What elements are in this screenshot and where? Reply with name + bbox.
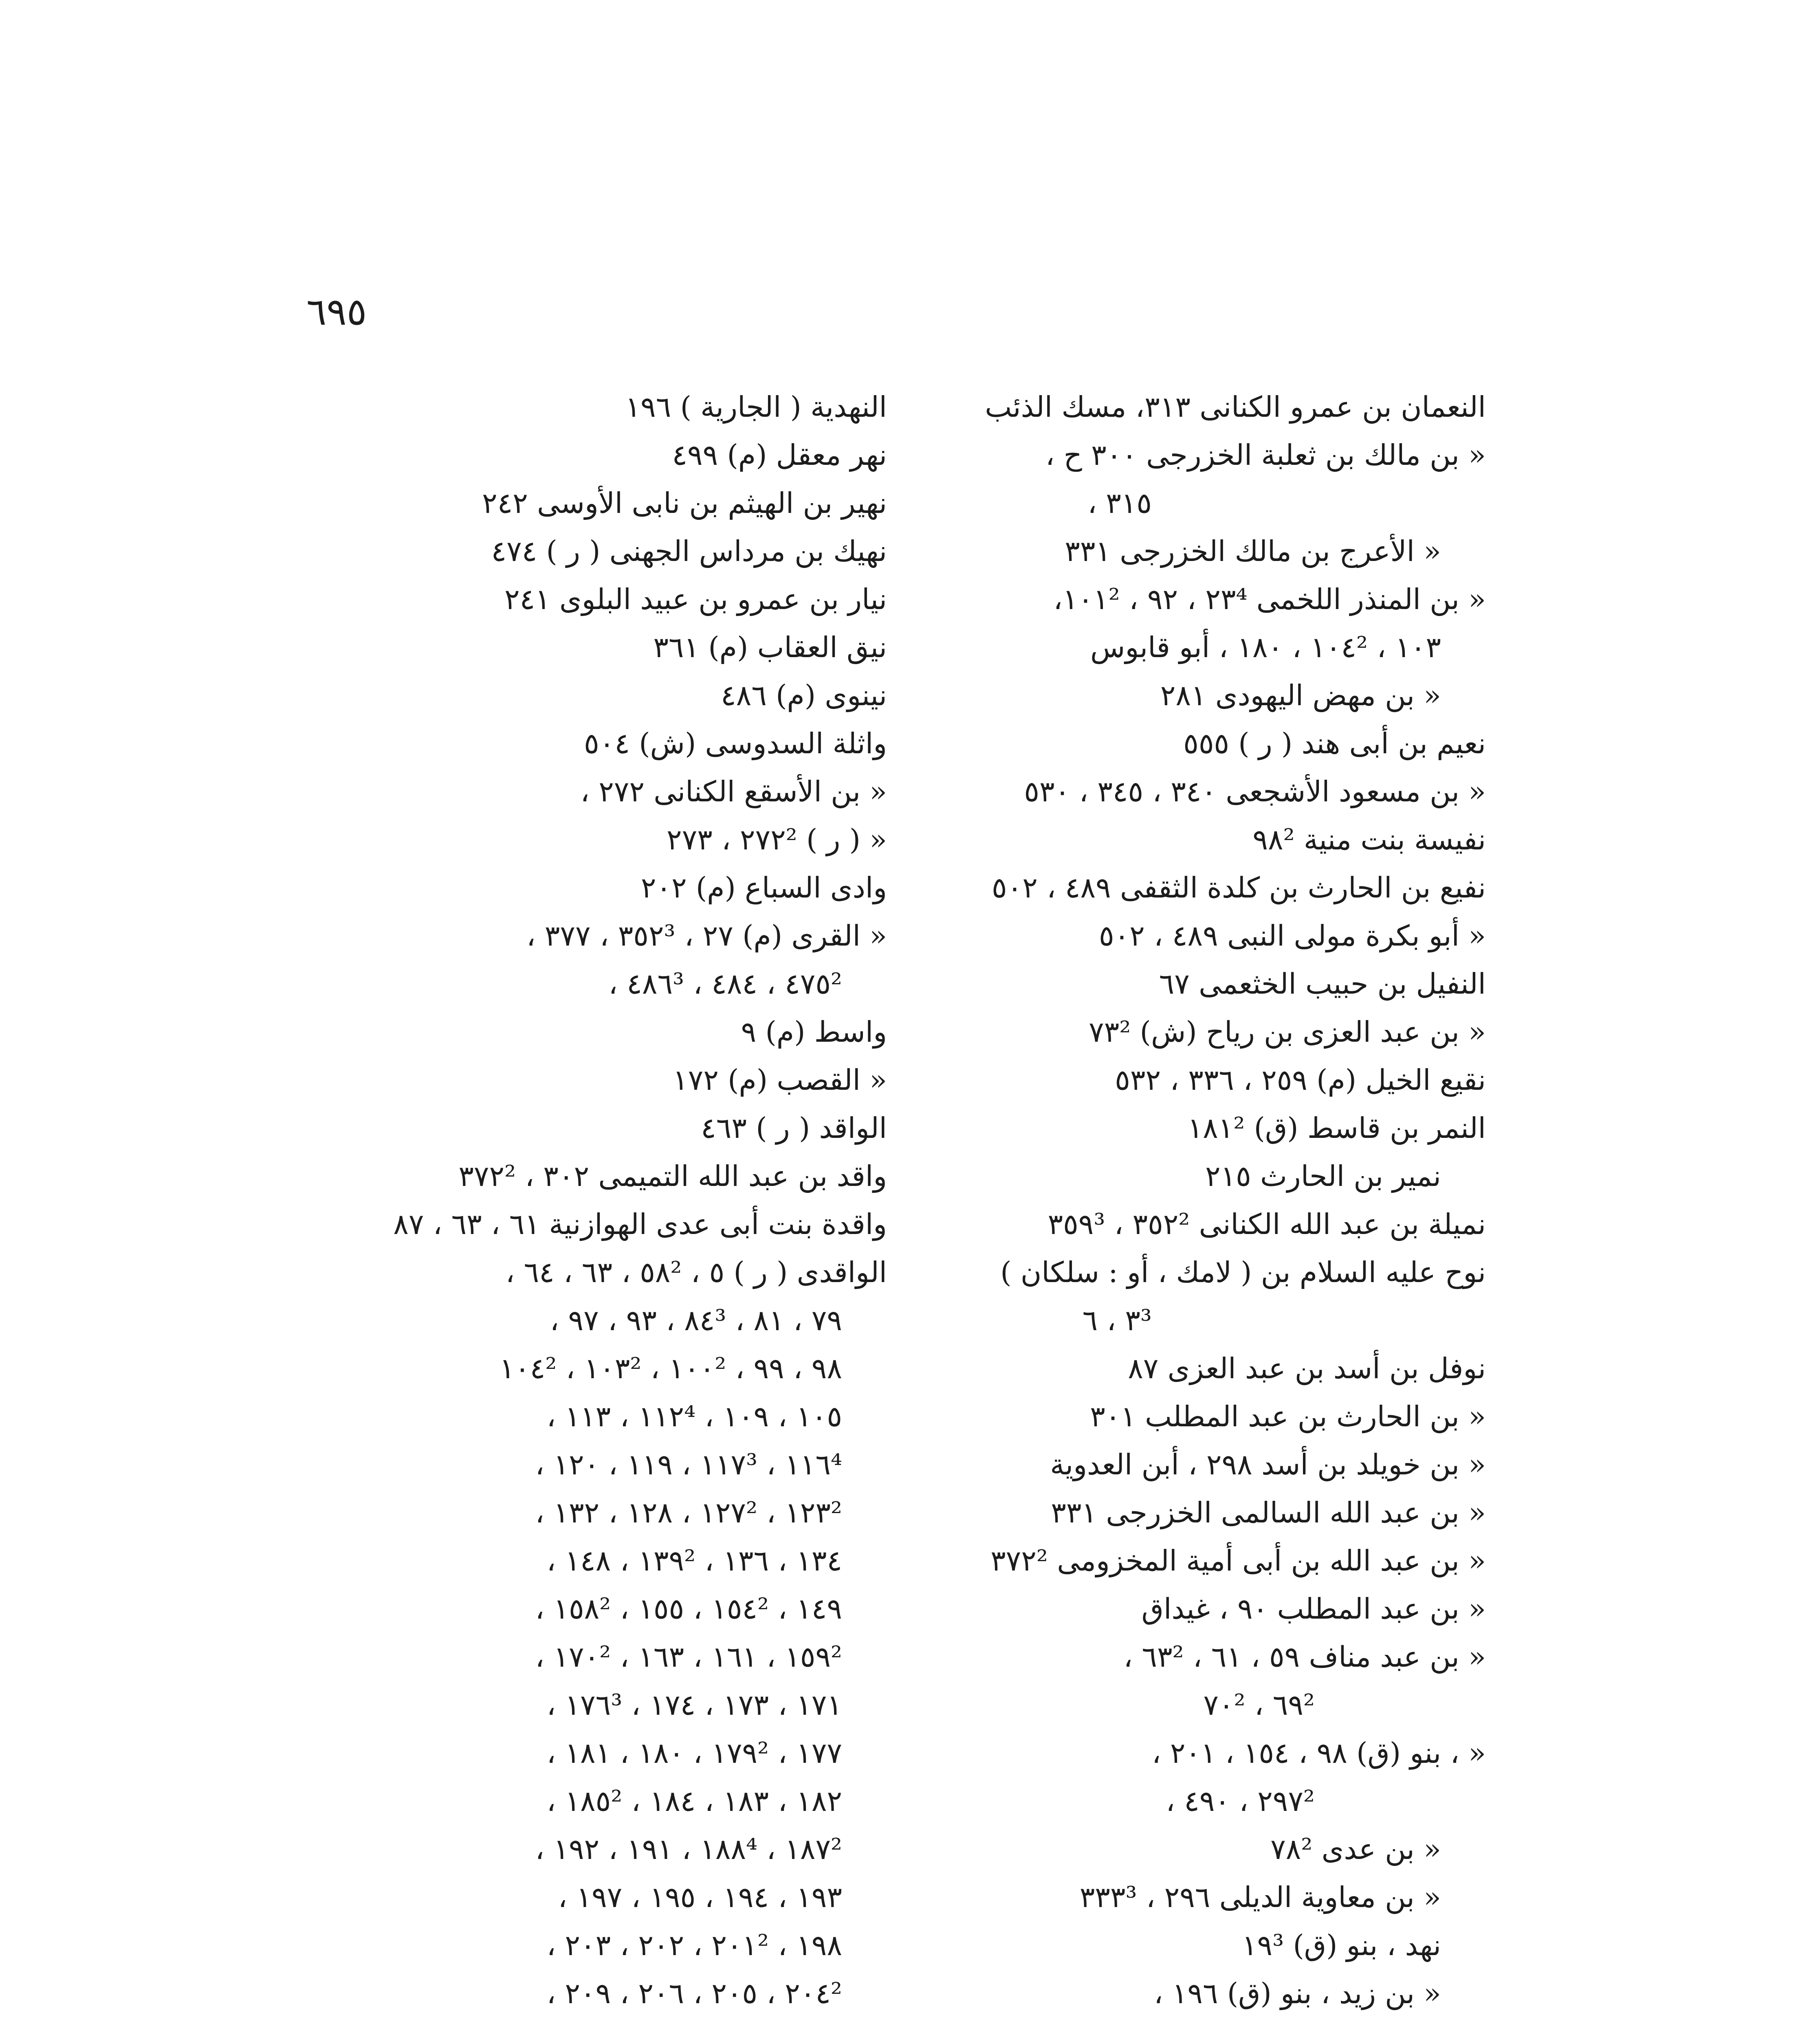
index-entry: « بن خويلد بن أسد ٢٩٨ ، أبن العدوية: [1050, 1448, 1486, 1481]
index-entry: الواقد ( ر ) ٤٦٣: [701, 1111, 887, 1145]
index-entry: ١٤٩ ، ١٥٤² ، ١٥٥ ، ١٥٨² ،: [535, 1592, 842, 1626]
page-number: ٦٩٥: [306, 290, 367, 334]
index-entry: واقد بن عبد الله التميمى ٣٠٢ ، ٣٧٢²: [458, 1159, 887, 1193]
index-entry: « بن مهض اليهودى ٢٨١: [1160, 679, 1441, 712]
index-entry: نهيك بن مرداس الجهنى ( ر ) ٤٧٤: [491, 535, 887, 568]
index-entry: ٧٩ ، ٨١ ، ٨٤³ ، ٩٣ ، ٩٧ ،: [550, 1304, 842, 1337]
index-entry: نيق العقاب (م) ٣٦١: [653, 631, 887, 664]
index-entry: ١٧٧ ، ١٧٩² ، ١٨٠ ، ١٨١ ،: [546, 1736, 842, 1770]
index-entry: ١٩٨ ، ٢٠١² ، ٢٠٢ ، ٢٠٣ ،: [546, 1929, 842, 1962]
index-entry: نقيع الخيل (م) ٢٥٩ ، ٣٣٦ ، ٥٣٢: [1115, 1063, 1486, 1097]
index-entry: ١٣٤ ، ١٣٦ ، ١٣٩² ، ١٤٨ ،: [546, 1544, 842, 1577]
index-entry: « بن عبد مناف ٥٩ ، ٦١ ، ٦٣² ،: [1123, 1640, 1486, 1674]
index-entry: ٣³ ، ٦: [1082, 1304, 1152, 1337]
index-entry: « بن عدى ٧٨²: [1270, 1832, 1441, 1866]
index-entry: ٢٠٤² ، ٢٠٥ ، ٢٠٦ ، ٢٠٩ ،: [546, 1977, 842, 2010]
index-entry: « بن مسعود الأشجعى ٣٤٠ ، ٣٤٥ ، ٥٣٠: [1024, 775, 1486, 808]
index-column-right: [903, 383, 1486, 2017]
index-entry: ١٨٢ ، ١٨٣ ، ١٨٤ ، ١٨٥² ،: [546, 1784, 842, 1818]
index-entry: واقدة بنت أبى عدى الهوازنية ٦١ ، ٦٣ ، ٨٧: [393, 1208, 887, 1241]
index-entry: نينوى (م) ٤٨٦: [721, 679, 887, 712]
index-entry: نوفل بن أسد بن عبد العزى ٨٧: [1128, 1352, 1486, 1385]
index-entry: « بن مالك بن ثعلبة الخزرجى ٣٠٠ ح ،: [1045, 438, 1486, 472]
index-entry: ٦٩² ، ٧٠²: [1203, 1688, 1315, 1722]
index-entry: النفيل بن حبيب الخثعمى ٦٧: [1159, 967, 1486, 1001]
index-entry: ١٠٥ ، ١٠٩ ، ١١٢⁴ ، ١١٣ ،: [546, 1400, 842, 1433]
index-entry: واسط (م) ٩: [741, 1015, 887, 1049]
index-entry: « القرى (م) ٢٧ ، ٣٥٢³ ، ٣٧٧ ،: [526, 919, 887, 953]
index-entry: « الأعرج بن مالك الخزرجى ٣٣١: [1065, 535, 1441, 568]
index-entry: نفيع بن الحارث بن كلدة الثقفى ٤٨٩ ، ٥٠٢: [992, 871, 1486, 904]
index-entry: النهدية ( الجارية ) ١٩٦: [625, 390, 887, 424]
index-entry: نميلة بن عبد الله الكنانى ٣٥٢² ، ٣٥٩³: [1048, 1208, 1486, 1241]
index-entry: نفيسة بنت منية ٩٨²: [1252, 823, 1486, 856]
index-entry: ١١٦⁴ ، ١١٧³ ، ١١٩ ، ١٢٠ ،: [535, 1448, 842, 1481]
index-entry: واثلة السدوسى (ش) ٥٠٤: [584, 727, 887, 760]
index-entry: نعيم بن أبى هند ( ر ) ٥٥٥: [1183, 727, 1486, 760]
index-entry: نمير بن الحارث ٢١٥: [1205, 1159, 1441, 1193]
index-entry: نهر معقل (م) ٤٩٩: [672, 438, 887, 472]
index-column-left: [329, 383, 887, 2017]
index-entry: ١٧١ ، ١٧٣ ، ١٧٤ ، ١٧٦³ ،: [546, 1688, 842, 1722]
index-entry: ١٨٧² ، ١٨٨⁴ ، ١٩١ ، ١٩٢ ،: [535, 1832, 842, 1866]
index-entry: ٢٩٧² ، ٤٩٠ ،: [1166, 1784, 1315, 1818]
index-entry: نيار بن عمرو بن عبيد البلوى ٢٤١: [504, 583, 887, 616]
index-entry: ٣١٥ ،: [1087, 486, 1152, 520]
index-entry: « ( ر ) ٢٧٢² ، ٢٧٣: [666, 823, 887, 856]
index-entry: نهد ، بنو (ق) ١٩³: [1241, 1929, 1441, 1962]
index-entry: ١٩٣ ، ١٩٤ ، ١٩٥ ، ١٩٧ ،: [558, 1881, 842, 1914]
index-entry: « بن الحارث بن عبد المطلب ٣٠١: [1090, 1400, 1486, 1433]
index-entry: « بن زيد ، بنو (ق) ١٩٦ ،: [1153, 1977, 1441, 2010]
index-entry: « بن عبد المطلب ٩٠ ، غيداق: [1141, 1592, 1486, 1626]
index-entry: ١٠٣ ، ١٠٤² ، ١٨٠ ، أبو قابوس: [1090, 631, 1441, 664]
index-entry: « القصب (م) ١٧٢: [673, 1063, 887, 1097]
index-entry: « بن معاوية الديلى ٢٩٦ ، ٣٣٣³: [1079, 1881, 1441, 1914]
index-entry: نوح عليه السلام بن ( لامك ، أو : سلكان ): [1000, 1256, 1486, 1289]
index-entry: نهير بن الهيثم بن نابى الأوسى ٢٤٢: [482, 486, 887, 520]
index-entry: « بن الأسقع الكنانى ٢٧٢ ،: [580, 775, 887, 808]
index-entry: ٩٨ ، ٩٩ ، ١٠٠² ، ١٠٣² ، ١٠٤²: [499, 1352, 842, 1385]
index-entry: ١٢٣² ، ١٢٧² ، ١٢٨ ، ١٣٢ ،: [535, 1496, 842, 1529]
index-entry: ١٥٩² ، ١٦١ ، ١٦٣ ، ١٧٠² ،: [535, 1640, 842, 1674]
index-entry: « بن عبد العزى بن رياح (ش) ٧٣²: [1089, 1015, 1486, 1049]
index-entry: الواقدى ( ر ) ٥ ، ٥٨² ، ٦٣ ، ٦٤ ،: [505, 1256, 887, 1289]
index-entry: « بن عبد الله السالمى الخزرجى ٣٣١: [1051, 1496, 1486, 1529]
index-entry: « أبو بكرة مولى النبى ٤٨٩ ، ٥٠٢: [1098, 919, 1486, 953]
index-entry: النعمان بن عمرو الكنانى ٣١٣، مسك الذئب: [985, 390, 1486, 424]
index-entry: ٤٧٥² ، ٤٨٤ ، ٤٨٦³ ،: [608, 967, 842, 1001]
index-entry: النمر بن قاسط (ق) ١٨١²: [1187, 1111, 1486, 1145]
index-entry: « ، بنو (ق) ٩٨ ، ١٥٤ ، ٢٠١ ،: [1152, 1736, 1486, 1770]
index-entry: « بن عبد الله بن أبى أمية المخزومى ٣٧٢²: [990, 1544, 1486, 1577]
index-entry: وادى السباع (م) ٢٠٢: [640, 871, 887, 904]
index-entry: « بن المنذر اللخمى ٢٣⁴ ، ٩٢ ، ١٠١²،: [1053, 583, 1486, 616]
